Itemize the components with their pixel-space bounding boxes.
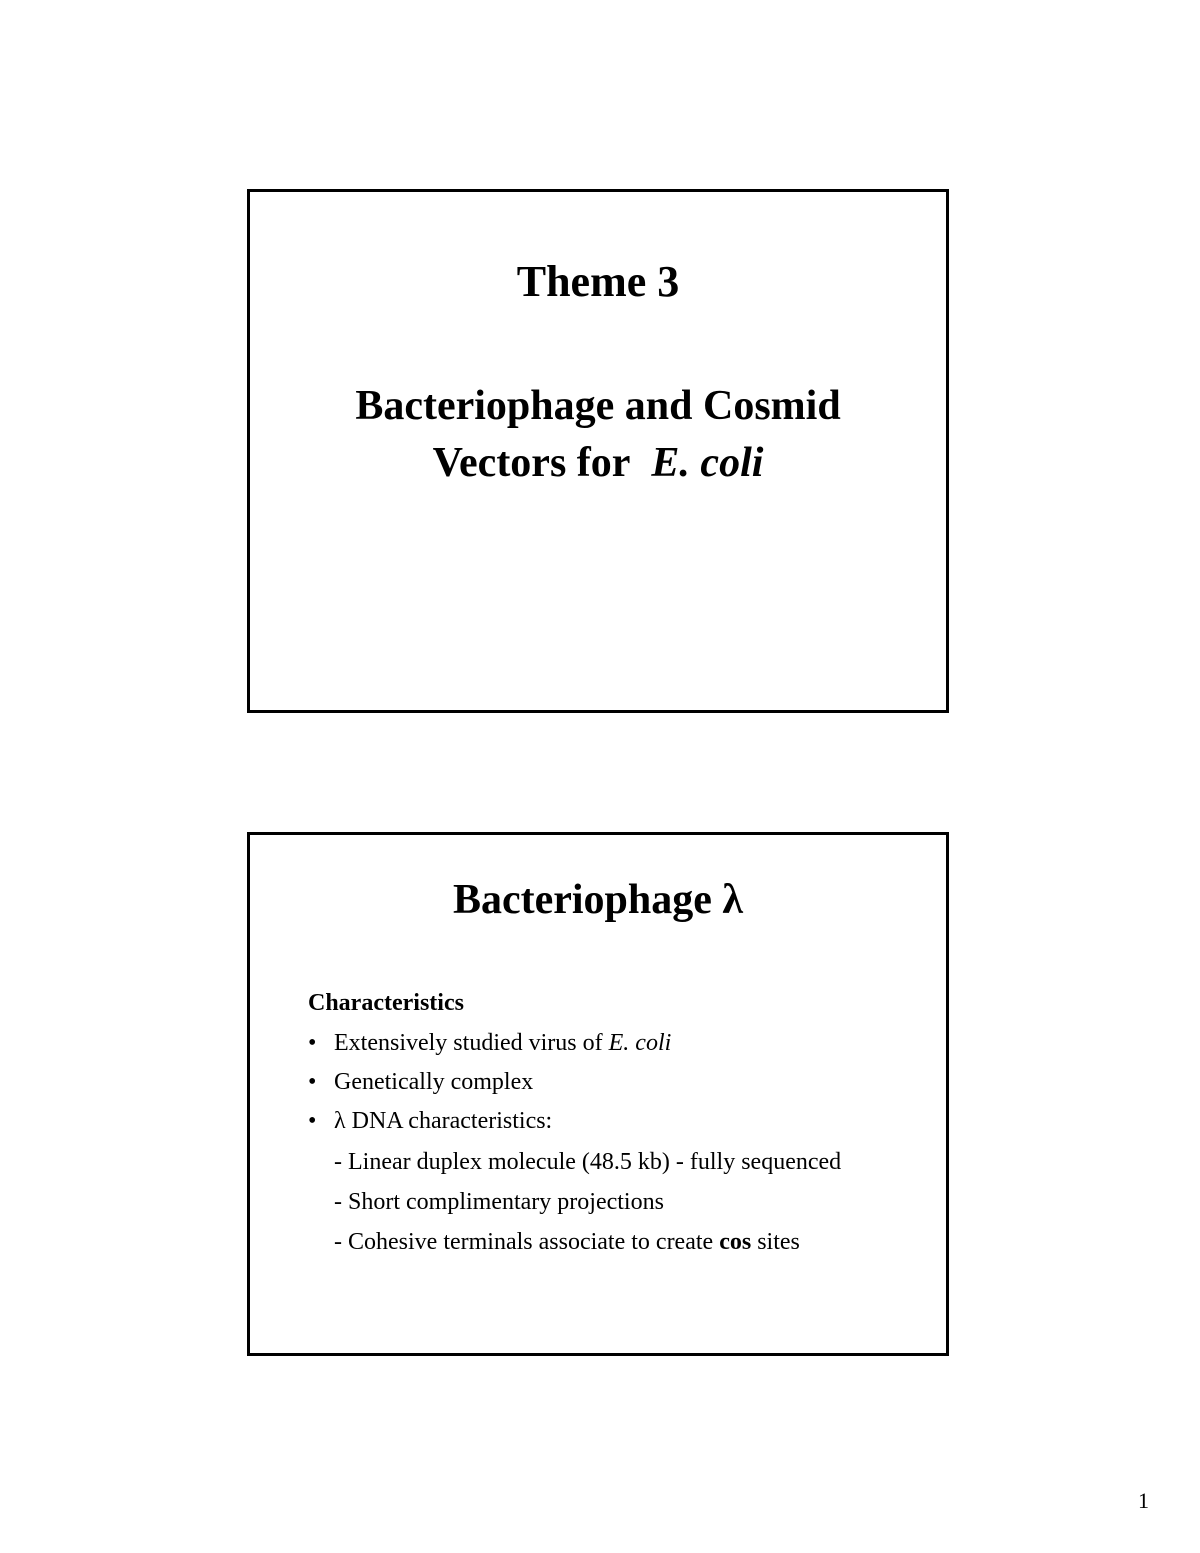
slide-2-heading: Characteristics: [308, 990, 464, 1016]
bullet-text: Genetically complex: [334, 1069, 534, 1095]
slide-1-subtitle: [250, 378, 946, 492]
bullet-text-italic: E. coli: [608, 1030, 672, 1056]
sub-item: - Short complimentary projections: [334, 1189, 664, 1215]
bullet-icon: •: [308, 1030, 317, 1056]
bullet-item: [308, 1067, 926, 1097]
slide-2: [247, 832, 949, 1356]
slide-1: [247, 189, 949, 713]
bullet-item: [308, 1106, 926, 1136]
bullet-icon: •: [308, 1108, 317, 1134]
bullet-text: λ DNA characteristics:: [334, 1108, 553, 1134]
bullet-item: [308, 1028, 926, 1058]
slide-1-theme: Theme 3: [516, 257, 680, 306]
slide-1-subtitle-line2-italic: E. coli: [651, 440, 764, 486]
page-number: 1: [1138, 1488, 1149, 1513]
sub-item: [308, 1225, 926, 1259]
sub-item-bold: cos: [719, 1229, 752, 1255]
slide-1-subtitle-line1: Bacteriophage and Cosmid: [355, 383, 841, 429]
slide-1-subtitle-line2-prefix: Vectors for: [432, 440, 631, 486]
sub-item-list: [308, 1145, 926, 1259]
bullet-text: Extensively studied virus of: [334, 1030, 603, 1056]
bullet-icon: •: [308, 1069, 317, 1095]
sub-item-prefix: - Cohesive terminals associate to create: [334, 1229, 714, 1255]
slide-2-title: Bacteriophage λ: [452, 877, 744, 923]
sub-item: - Linear duplex molecule (48.5 kb) - fully sequenced: [334, 1149, 842, 1175]
bullet-list: [308, 1028, 926, 1136]
sub-item-suffix: sites: [757, 1229, 800, 1255]
slide-2-body: [308, 988, 926, 1265]
